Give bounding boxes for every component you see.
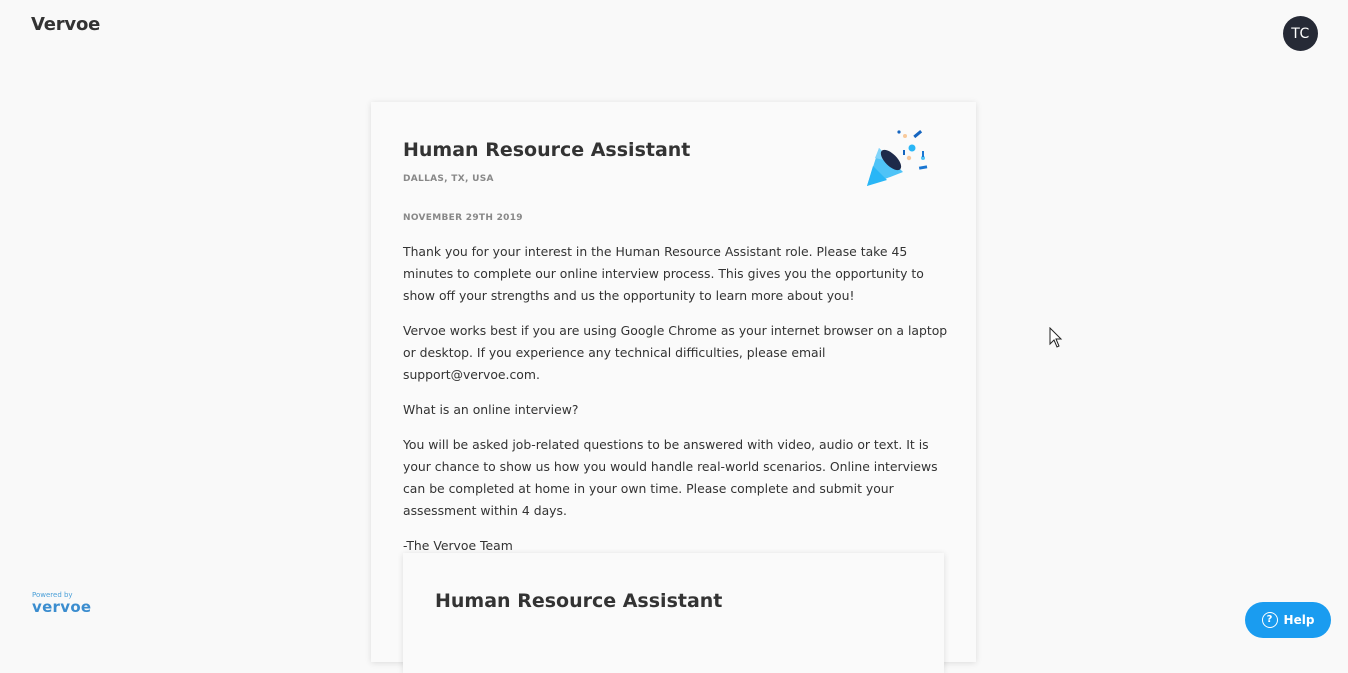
- mouse-pointer-icon: [1049, 327, 1063, 349]
- question-circle-icon: ?: [1262, 612, 1278, 628]
- job-description: [403, 241, 948, 570]
- assessment-title: Human Resource Assistant: [435, 590, 723, 612]
- question-paragraph: What is an online interview?: [403, 402, 579, 417]
- user-avatar[interactable]: TC: [1283, 16, 1318, 51]
- assessment-card[interactable]: [403, 553, 944, 673]
- job-title: Human Resource Assistant: [403, 139, 691, 161]
- help-button[interactable]: [1245, 602, 1331, 638]
- job-date: NOVEMBER 29TH 2019: [403, 213, 523, 223]
- job-location: DALLAS, TX, USA: [403, 174, 494, 184]
- browser-paragraph: Vervoe works best if you are using Google Chrome as your internet browser on a laptop or desktop. If you experience any technical difficulties, please email support@vervoe.com.: [403, 323, 948, 382]
- powered-by-vervoe[interactable]: [32, 591, 102, 616]
- signature-paragraph: -The Vervoe Team: [403, 538, 513, 553]
- brand-logo[interactable]: Vervoe: [31, 14, 101, 35]
- explanation-paragraph: You will be asked job-related questions to be answered with video, audio or text. It is your chance to show us how you would handle real-world scenarios. Online interviews can be completed at home in your own time. Please complete and submit your assessment within 4 days.: [403, 437, 938, 518]
- party-popper-icon: [865, 128, 933, 188]
- intro-paragraph: Thank you for your interest in the Human Resource Assistant role. Please take 45 minutes to complete our online interview process. This gives you the opportunity to show off your strengths and us the opportunity to learn more about you!: [403, 244, 924, 303]
- powered-by-label: Powered by: [32, 591, 73, 599]
- help-label: Help: [1283, 613, 1315, 627]
- job-invitation-card: [371, 102, 976, 662]
- powered-by-logo: vervoe: [32, 598, 92, 616]
